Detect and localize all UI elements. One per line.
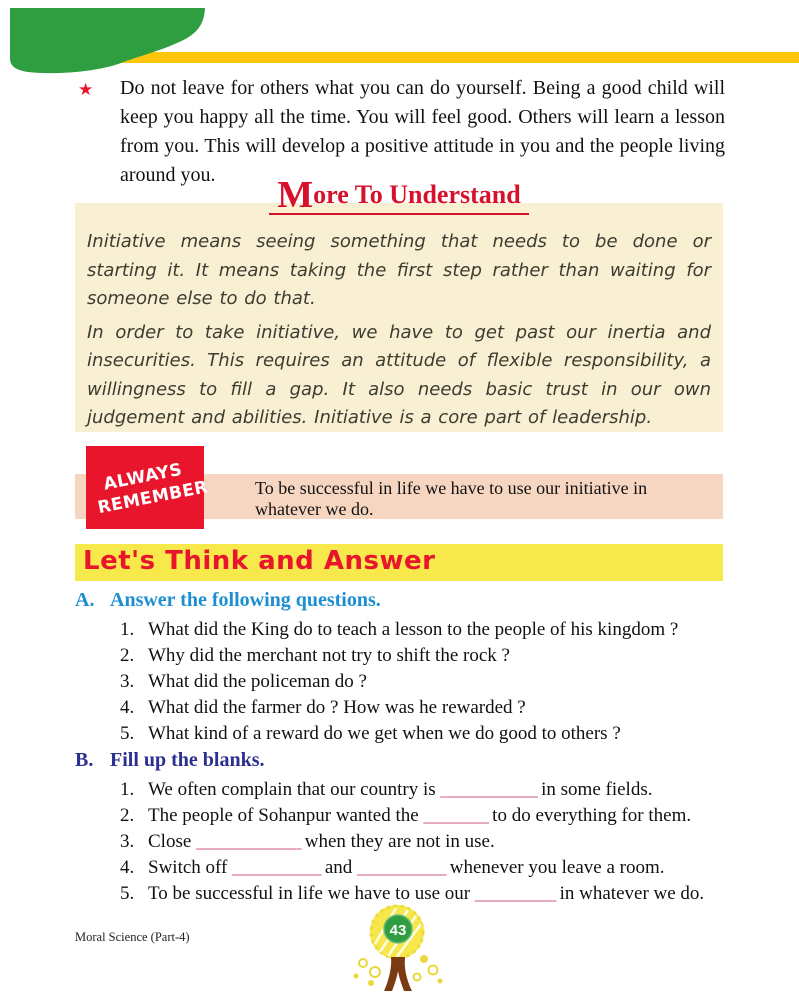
tree-trunk: [384, 957, 412, 991]
question-number: 4.: [120, 697, 135, 718]
question-item: [120, 695, 727, 721]
always-remember-text: To be successful in life we have to use our initiative in whatever we do.: [255, 478, 648, 519]
question-number: 2.: [120, 645, 135, 666]
fill-blank-item: [120, 777, 730, 803]
header-decoration: [0, 0, 799, 80]
section-b-letter: B.: [75, 749, 94, 771]
question-item: [120, 617, 727, 643]
fill-blank-item: [120, 829, 730, 855]
heading-drop-cap: M: [277, 174, 314, 216]
always-remember-badge-label: ALWAYS REMEMBER: [96, 459, 210, 518]
questions-list: [120, 617, 727, 747]
mtu-paragraph-2: In order to take initiative, we have to get past our inertia and insecurities. This requires an attitude of flexible responsibility, a willingness to fill a gap. It also needs basic trust in our own judgement and abilities. Initiative is a core part of leadership.: [87, 321, 711, 428]
intro-section: [75, 74, 725, 190]
question-item: [120, 721, 727, 747]
question-text: What did the farmer do ? How was he rewarded ?: [148, 697, 526, 718]
always-remember-badge: [86, 446, 210, 529]
item-number: 2.: [120, 805, 135, 826]
fill-blanks-list: [120, 777, 730, 907]
question-item: [120, 669, 727, 695]
question-number: 1.: [120, 619, 135, 640]
star-bullet-icon: ★: [78, 80, 94, 99]
item-number: 5.: [120, 883, 135, 904]
question-text: What did the King do to teach a lesson to the people of his kingdom ?: [148, 619, 679, 640]
section-a-letter: A.: [75, 589, 95, 611]
green-wave-shape: [10, 8, 205, 73]
fill-blank-item: [120, 803, 730, 829]
section-a-header: [75, 589, 381, 612]
fill-blank-item: [120, 855, 730, 881]
more-to-understand-heading: [75, 174, 723, 216]
question-item: [120, 643, 727, 669]
section-b-header: [75, 749, 265, 772]
question-text: What did the policeman do ?: [148, 671, 367, 692]
lets-think-title: Let's Think and Answer: [83, 546, 436, 576]
tree-illustration: [344, 902, 456, 1000]
item-text: Close _____________ when they are not in use.: [148, 831, 495, 852]
section-b-title: Fill up the blanks.: [110, 749, 265, 771]
page-number: 43: [389, 922, 407, 939]
section-a-title: Answer the following questions.: [110, 589, 381, 611]
book-title-footer: Moral Science (Part-4): [75, 930, 190, 944]
heading-rest: ore To Understand: [313, 180, 521, 209]
item-text: We often complain that our country is ____________ in some fields.: [148, 779, 653, 800]
item-text: The people of Sohanpur wanted the ________ to do everything for them.: [148, 805, 692, 826]
gold-stripe: [110, 52, 799, 63]
more-to-understand-box: [75, 203, 723, 432]
item-number: 4.: [120, 857, 135, 878]
item-number: 1.: [120, 779, 135, 800]
item-text: To be successful in life we have to use our __________ in whatever we do.: [148, 883, 705, 904]
item-text: Switch off ___________ and ___________ whenever you leave a room.: [148, 857, 665, 878]
item-number: 3.: [120, 831, 135, 852]
intro-paragraph: Do not leave for others what you can do yourself. Being a good child will keep you happy all the time. You will feel good. Others will learn a lesson from you. This will develop a positive attitude in you and the people living around you.: [120, 77, 725, 186]
question-text: What kind of a reward do we get when we do good to others ?: [148, 723, 621, 744]
question-number: 3.: [120, 671, 135, 692]
question-text: Why did the merchant not try to shift the rock ?: [148, 645, 510, 666]
mtu-paragraph-1: Initiative means seeing something that needs to be done or starting it. It means taking the first step rather than waiting for someone else to do that.: [87, 231, 711, 309]
question-number: 5.: [120, 723, 135, 744]
lets-think-banner: [75, 544, 723, 581]
